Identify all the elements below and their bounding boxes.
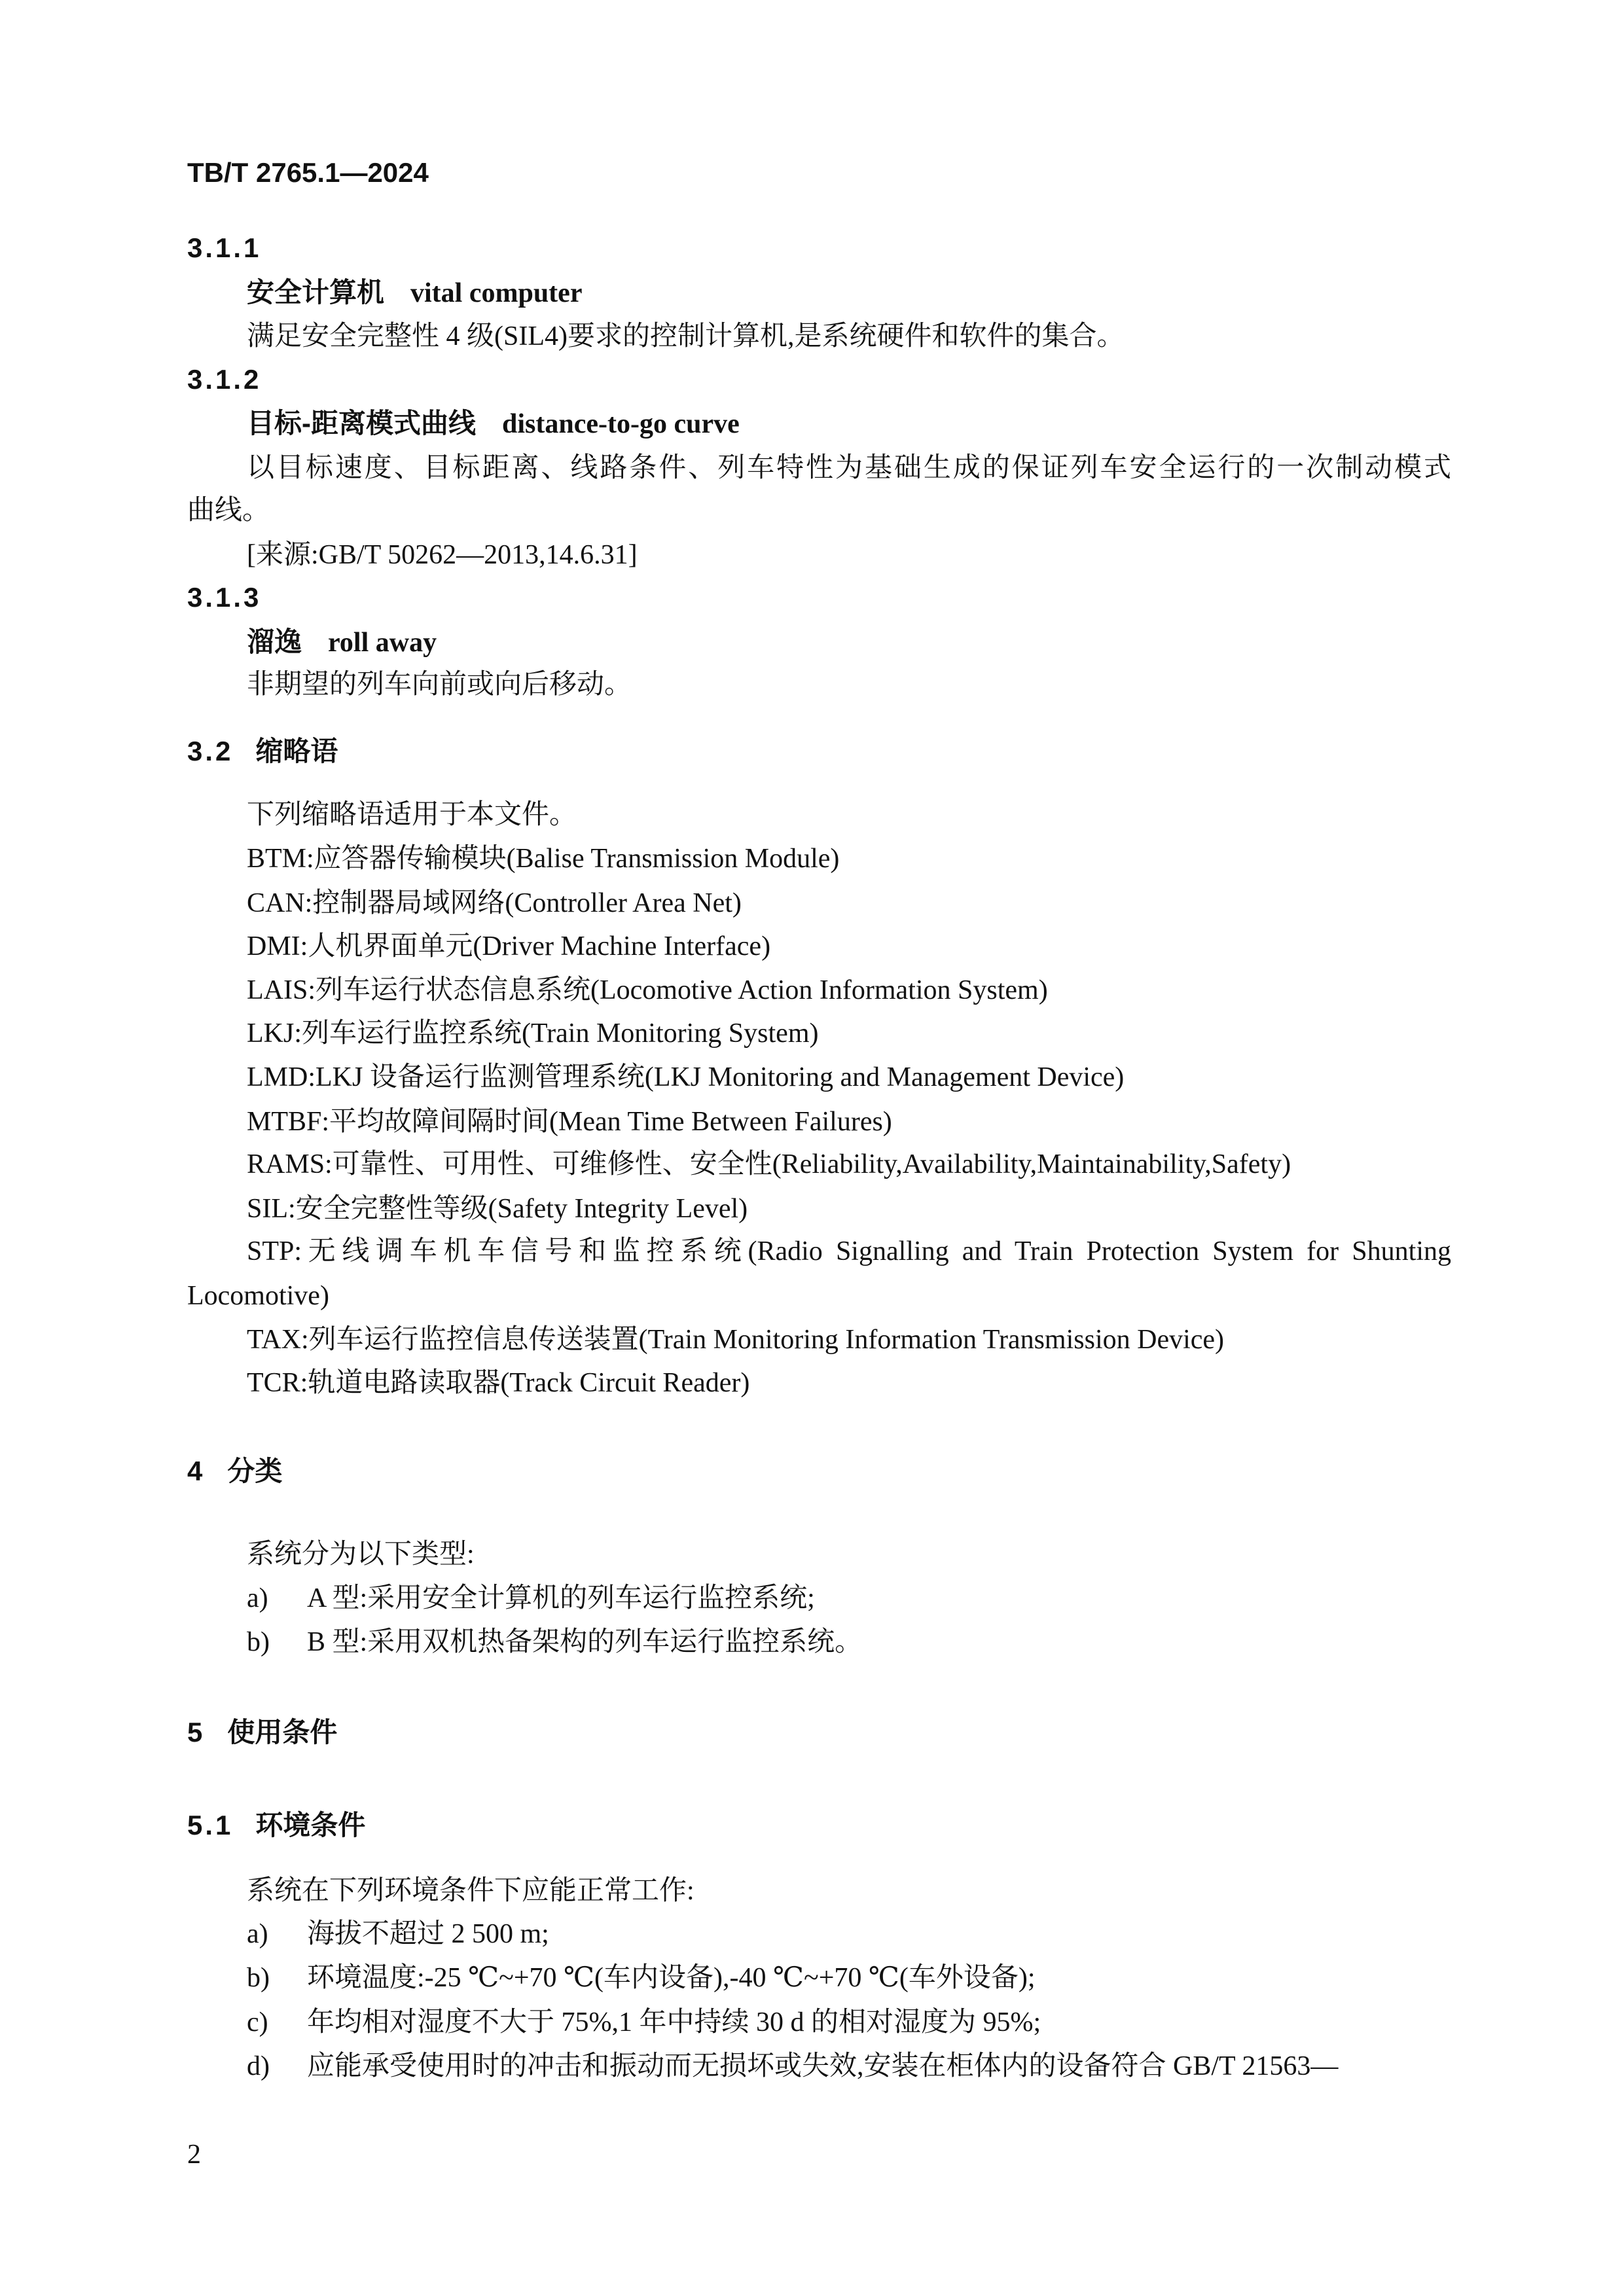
abbr-item: LKJ:列车运行监控系统(Train Monitoring System): [247, 1018, 819, 1049]
term-en: roll away: [328, 628, 437, 658]
section-heading: [187, 732, 338, 771]
term-definition-line1: 以目标速度、目标距离、线路条件、列车特性为基础生成的保证列车安全运行的一次制动模式: [247, 453, 1451, 483]
section-number: 3.2: [187, 736, 234, 766]
list-item: [247, 1623, 862, 1662]
list-item: [247, 2003, 1041, 2042]
term-number: 3.1.3: [187, 582, 262, 613]
section-heading: [187, 1806, 365, 1845]
page-number: 2: [187, 2140, 201, 2170]
section-heading: [187, 1452, 282, 1491]
term-en: distance-to-go curve: [502, 409, 740, 439]
abbr-item: SIL:安全完整性等级(Safety Integrity Level): [247, 1194, 748, 1224]
abbr-item-stp-line2: Locomotive): [187, 1281, 329, 1311]
list-marker: a): [247, 1583, 268, 1613]
abbr-item: LMD:LKJ 设备运行监测管理系统(LKJ Monitoring and Management Device): [247, 1062, 1125, 1092]
term-zh: 溜逸: [247, 626, 302, 657]
section-number: 4: [187, 1456, 206, 1486]
section-intro: 系统在下列环境条件下应能正常工作:: [247, 1876, 695, 1906]
list-marker: a): [247, 1919, 268, 1949]
section-intro: 下列缩略语适用于本文件。: [247, 800, 577, 830]
list-text: 环境温度:-25 ℃~+70 ℃(车内设备),-40 ℃~+70 ℃(车外设备);: [307, 1963, 1036, 1993]
abbr-item-stp-line1: STP:无线调车机车信号和监控系统(Radio Signalling and Train Protection System for Shunting: [247, 1236, 1451, 1266]
abbr-item: MTBF:平均故障间隔时间(Mean Time Between Failures): [247, 1107, 892, 1137]
list-marker: c): [247, 2007, 268, 2037]
section-title: 分类: [227, 1456, 283, 1486]
term-definition: 满足安全完整性 4 级(SIL4)要求的控制计算机,是系统硬件和软件的集合。: [247, 321, 1125, 351]
term-title: [247, 404, 740, 443]
abbr-item: BTM:应答器传输模块(Balise Transmission Module): [247, 844, 840, 874]
term-number: 3.1.1: [187, 232, 262, 263]
list-text: A 型:采用安全计算机的列车运行监控系统;: [307, 1583, 815, 1613]
section-heading: [187, 1713, 337, 1752]
list-marker: b): [247, 1627, 270, 1657]
section-title: 环境条件: [255, 1810, 366, 1840]
term-source: [来源:GB/T 50262—2013,14.6.31]: [247, 540, 638, 570]
section-title: 使用条件: [227, 1717, 338, 1748]
term-zh: 目标-距离模式曲线: [247, 408, 476, 439]
section-number: 5.1: [187, 1810, 234, 1840]
section-title: 缩略语: [255, 736, 338, 766]
list-text: 年均相对湿度不大于 75%,1 年中持续 30 d 的相对湿度为 95%;: [307, 2007, 1041, 2037]
abbr-item: CAN:控制器局域网络(Controller Area Net): [247, 888, 742, 918]
abbr-item: TAX:列车运行监控信息传送装置(Train Monitoring Information Transmission Device): [247, 1325, 1225, 1355]
section-intro: 系统分为以下类型:: [247, 1539, 475, 1570]
abbr-item: RAMS:可靠性、可用性、可维修性、安全性(Reliability,Availability,Maintainability,Safety): [247, 1149, 1291, 1179]
list-marker: b): [247, 1963, 270, 1993]
list-item: [247, 1958, 1036, 1998]
abbr-item: DMI:人机界面单元(Driver Machine Interface): [247, 931, 771, 961]
list-text: 应能承受使用时的冲击和振动而无损坏或失效,安装在柜体内的设备符合 GB/T 21563—: [307, 2051, 1339, 2081]
section-number: 5: [187, 1717, 206, 1748]
term-title: [247, 622, 437, 662]
list-text: 海拔不超过 2 500 m;: [307, 1919, 549, 1949]
list-item: [247, 1914, 549, 1954]
list-item: [247, 2047, 1338, 2086]
term-definition-line2: 曲线。: [187, 495, 270, 526]
term-en: vital computer: [410, 278, 583, 308]
list-item: [247, 1579, 815, 1618]
abbr-item: TCR:轨道电路读取器(Track Circuit Reader): [247, 1368, 750, 1398]
doc-code: TB/T 2765.1—2024: [187, 157, 429, 188]
term-zh: 安全计算机: [247, 277, 385, 308]
term-title: [247, 273, 582, 312]
list-marker: d): [247, 2051, 270, 2081]
term-definition: 非期望的列车向前或向后移动。: [247, 670, 632, 700]
list-text: B 型:采用双机热备架构的列车运行监控系统。: [307, 1627, 863, 1657]
term-number: 3.1.2: [187, 364, 262, 395]
abbr-item: LAIS:列车运行状态信息系统(Locomotive Action Information System): [247, 975, 1048, 1005]
